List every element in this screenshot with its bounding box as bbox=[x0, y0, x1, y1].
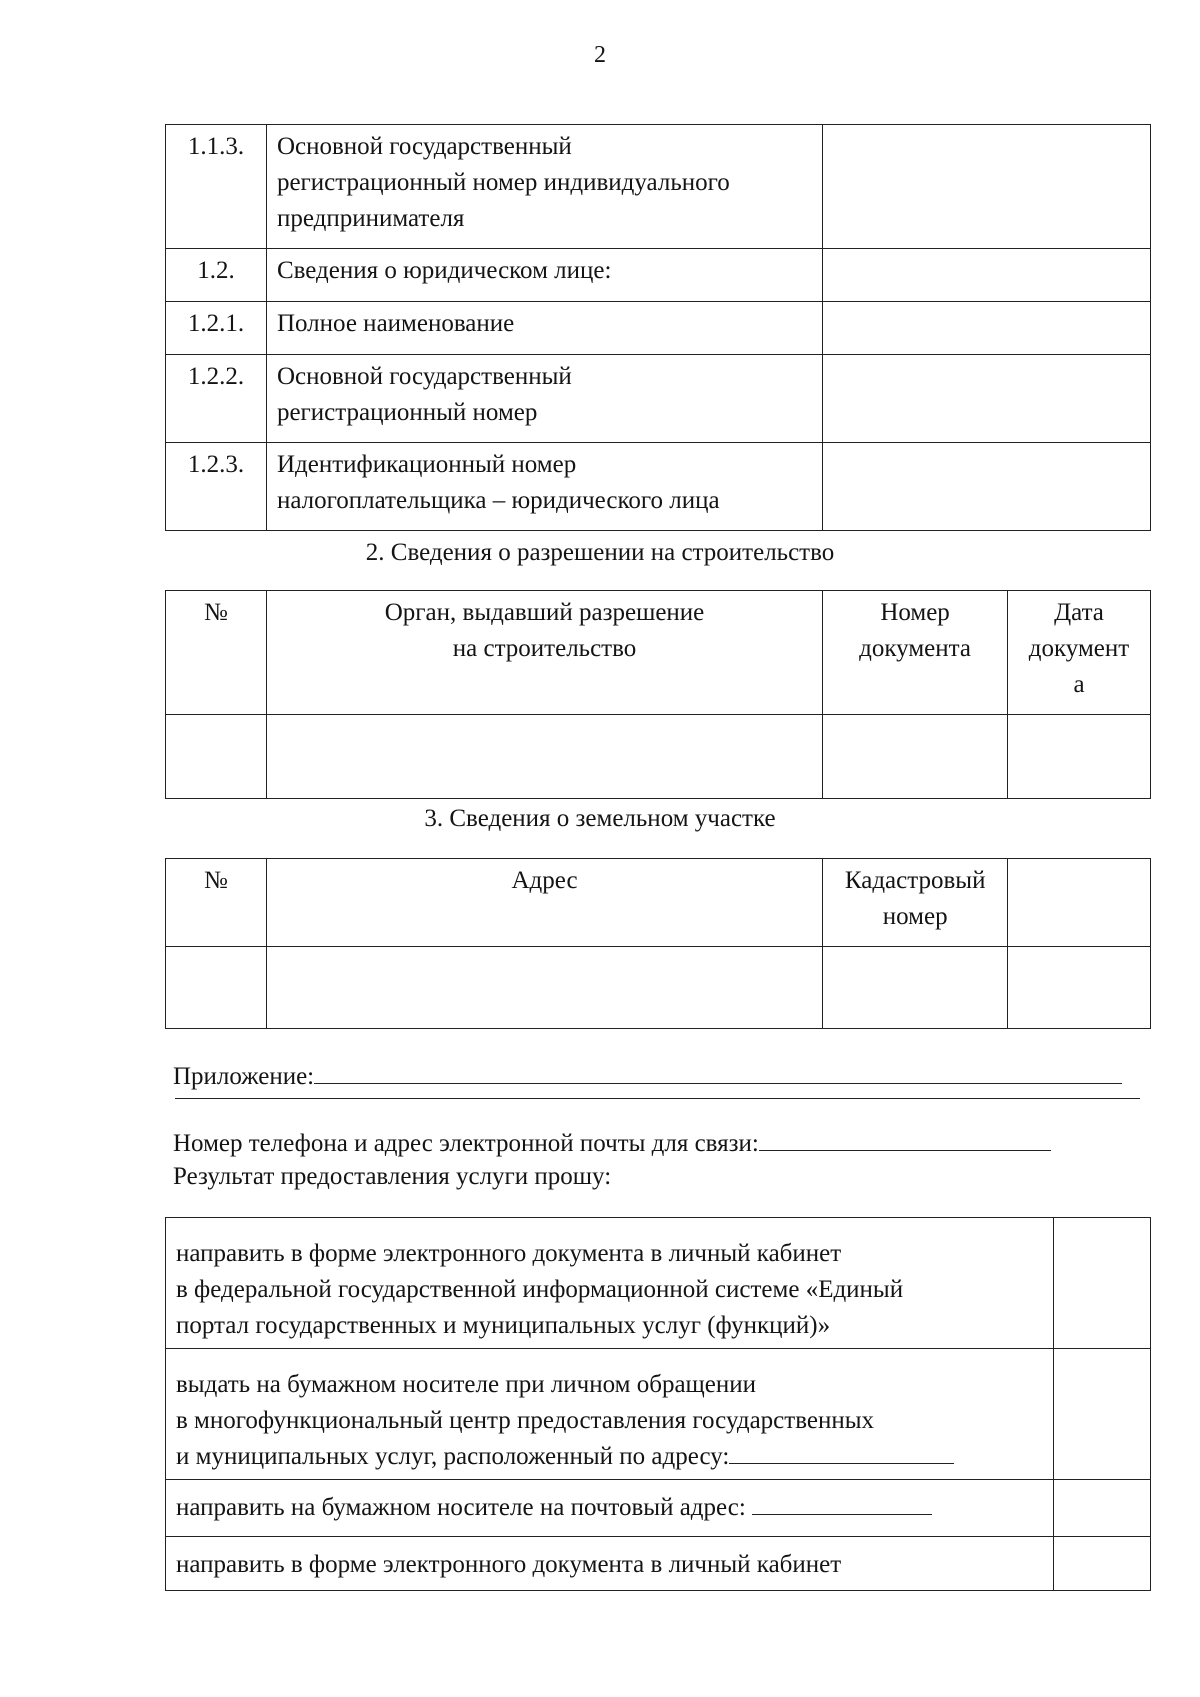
option-row bbox=[166, 1349, 1151, 1480]
option-label: выдать на бумажном носителе при личном обращении в многофункциональный центр предоставления государственных и муниципальных услуг, расположенный по адресу: bbox=[166, 1349, 1054, 1480]
value-cell[interactable] bbox=[166, 947, 267, 1029]
option-checkbox[interactable] bbox=[1054, 1218, 1151, 1349]
table-row bbox=[166, 947, 1151, 1029]
option-label: направить в форме электронного документа в личный кабинет в федеральной государственной информационной системе «Единый портал государственных и муниципальных услуг (функций)» bbox=[166, 1218, 1054, 1349]
row-number: 1.2. bbox=[166, 249, 267, 302]
result-label: Результат предоставления услуги прошу: bbox=[173, 1163, 612, 1190]
option-checkbox[interactable] bbox=[1054, 1349, 1151, 1480]
col-header-cadastral: Кадастровый номер bbox=[823, 859, 1008, 947]
row-label: Основной государственный регистрационный номер bbox=[266, 355, 823, 443]
col-header-empty bbox=[1008, 859, 1151, 947]
table-row bbox=[166, 355, 1151, 443]
value-cell[interactable] bbox=[1008, 715, 1151, 799]
option-label: направить в форме электронного документа в личный кабинет bbox=[166, 1537, 1054, 1591]
col-header-address: Адрес bbox=[266, 859, 822, 947]
table-header-row bbox=[166, 591, 1151, 715]
result-options-table bbox=[165, 1217, 1151, 1591]
option-label: направить на бумажном носителе на почтовый адрес: bbox=[166, 1480, 1054, 1537]
applicant-info-table bbox=[165, 124, 1151, 531]
section-3-heading: 3. Сведения о земельном участке bbox=[424, 805, 776, 832]
table-row bbox=[166, 443, 1151, 531]
table-row bbox=[166, 302, 1151, 355]
value-cell[interactable] bbox=[266, 715, 822, 799]
col-header-num: № bbox=[166, 591, 267, 715]
col-header-doc-number: Номер документа bbox=[823, 591, 1008, 715]
row-label: Сведения о юридическом лице: bbox=[266, 249, 823, 302]
row-label: Основной государственный регистрационный номер индивидуального предпринимателя bbox=[266, 125, 823, 249]
value-cell[interactable] bbox=[166, 715, 267, 799]
value-cell[interactable] bbox=[823, 125, 1151, 249]
appendix-field-continued[interactable] bbox=[175, 1098, 1140, 1099]
value-cell[interactable] bbox=[823, 249, 1151, 302]
row-number: 1.2.3. bbox=[166, 443, 267, 531]
appendix-field[interactable] bbox=[314, 1057, 1122, 1084]
land-plot-table bbox=[165, 858, 1151, 1029]
appendix-line bbox=[173, 1057, 1122, 1095]
table-row bbox=[166, 249, 1151, 302]
value-cell[interactable] bbox=[823, 947, 1008, 1029]
col-header-doc-date: Дата документ а bbox=[1008, 591, 1151, 715]
option-row bbox=[166, 1537, 1151, 1591]
value-cell[interactable] bbox=[823, 355, 1151, 443]
row-label: Полное наименование bbox=[266, 302, 823, 355]
row-label: Идентификационный номер налогоплательщика – юридического лица bbox=[266, 443, 823, 531]
value-cell[interactable] bbox=[823, 715, 1008, 799]
row-number: 1.2.1. bbox=[166, 302, 267, 355]
phone-field[interactable] bbox=[759, 1124, 1051, 1151]
col-header-organ: Орган, выдавший разрешение на строительство bbox=[266, 591, 822, 715]
postal-address-field[interactable] bbox=[752, 1490, 932, 1515]
appendix-label: Приложение: bbox=[173, 1063, 315, 1090]
table-row bbox=[166, 715, 1151, 799]
value-cell[interactable] bbox=[1008, 947, 1151, 1029]
option-row bbox=[166, 1480, 1151, 1537]
value-cell[interactable] bbox=[266, 947, 822, 1029]
phone-line bbox=[173, 1124, 1051, 1162]
mfc-address-field[interactable] bbox=[729, 1439, 954, 1464]
section-2-heading: 2. Сведения о разрешении на строительство bbox=[365, 539, 835, 566]
option-checkbox[interactable] bbox=[1054, 1537, 1151, 1591]
row-number: 1.1.3. bbox=[166, 125, 267, 249]
page-number: 2 bbox=[594, 42, 606, 68]
col-header-num: № bbox=[166, 859, 267, 947]
value-cell[interactable] bbox=[823, 302, 1151, 355]
table-row bbox=[166, 125, 1151, 249]
option-row bbox=[166, 1218, 1151, 1349]
table-header-row bbox=[166, 859, 1151, 947]
option-checkbox[interactable] bbox=[1054, 1480, 1151, 1537]
phone-label: Номер телефона и адрес электронной почты для связи: bbox=[173, 1130, 759, 1157]
permit-table bbox=[165, 590, 1151, 799]
row-number: 1.2.2. bbox=[166, 355, 267, 443]
value-cell[interactable] bbox=[823, 443, 1151, 531]
